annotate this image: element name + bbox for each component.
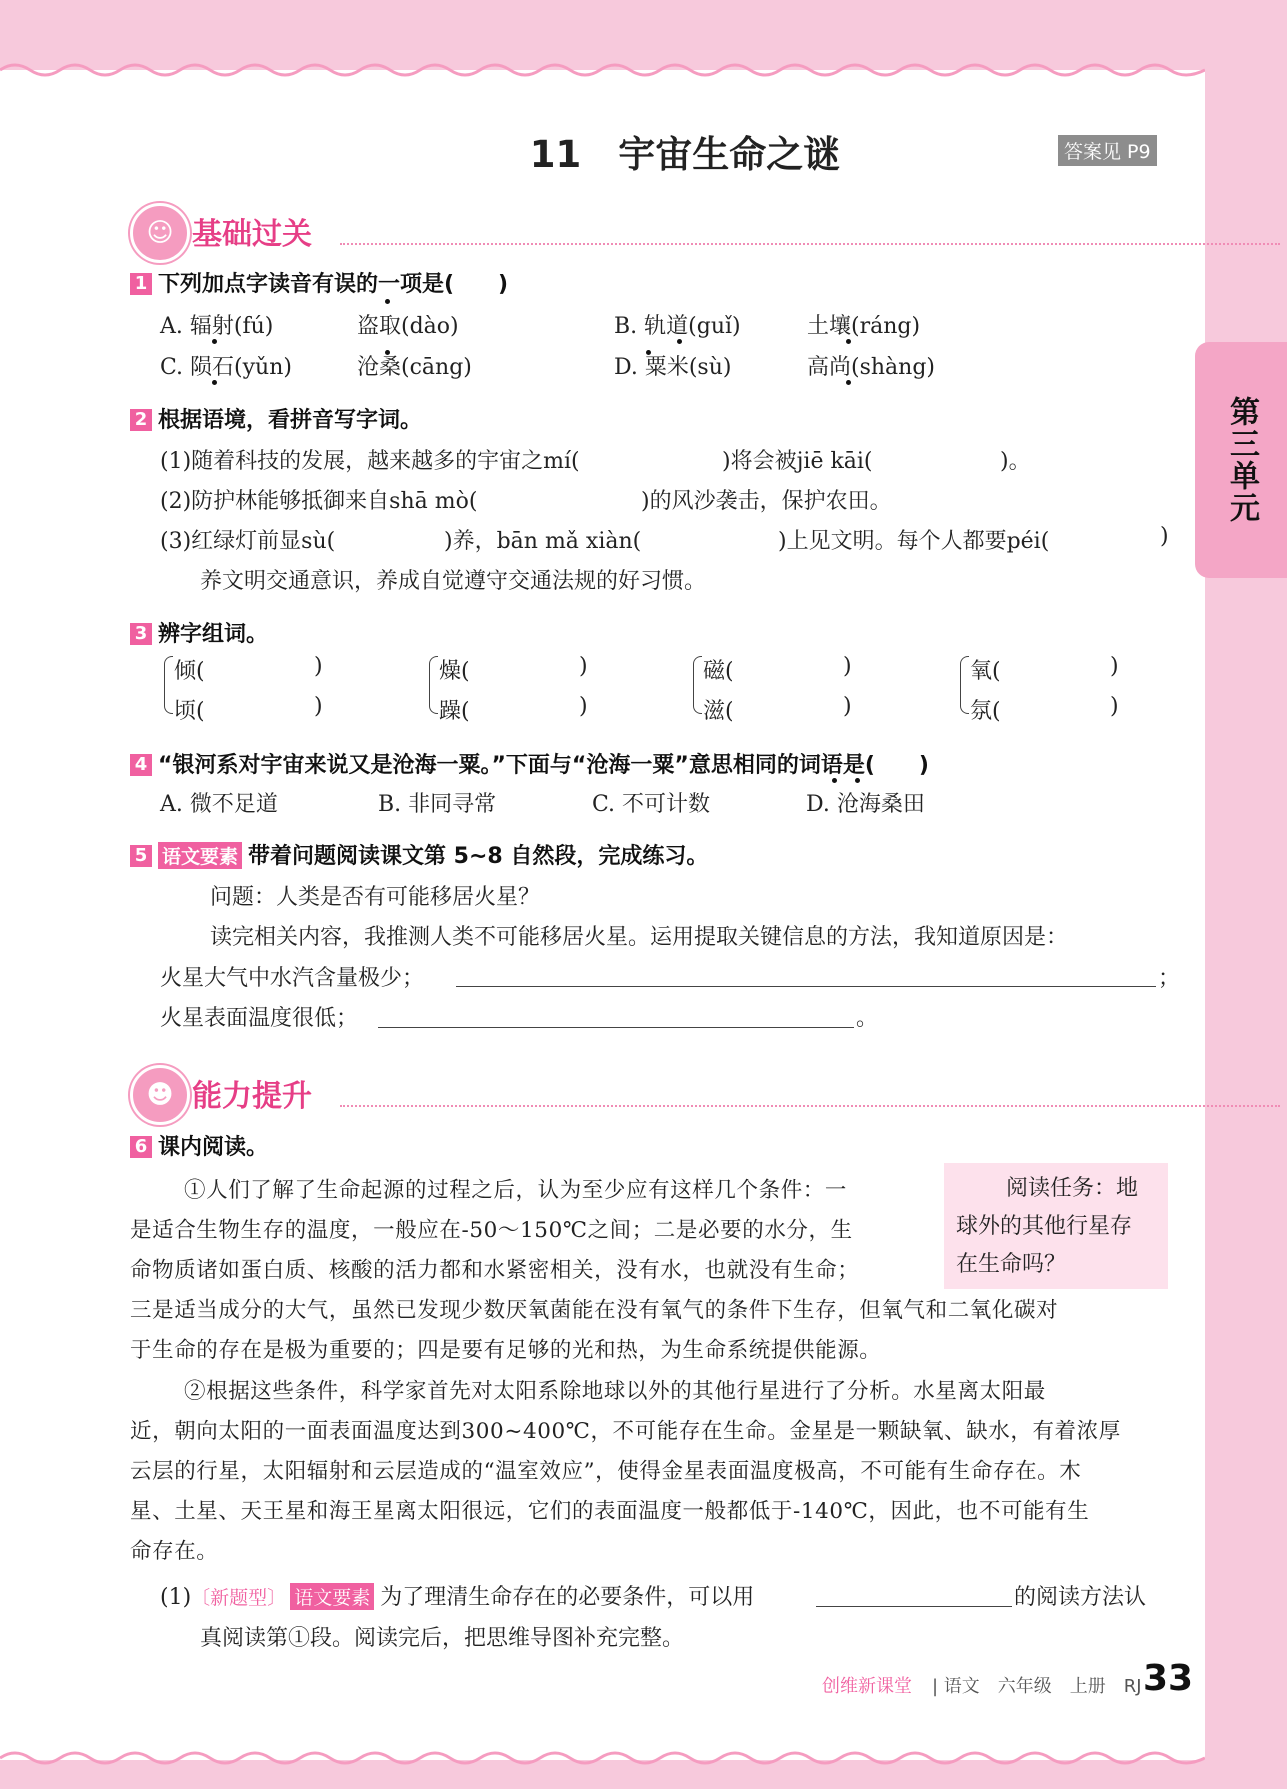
q3-close: ) <box>314 654 323 679</box>
question-4-stem <box>130 748 929 779</box>
wavy-bottom-border <box>0 1744 1205 1774</box>
emphasis-dot <box>846 339 851 344</box>
new-question-type-tag: 〔新题型〕 <box>191 1587 287 1609</box>
question-1-stem <box>130 267 508 298</box>
reading-task-line: 在生命吗？ <box>956 1252 1067 1277</box>
sub-question-text: 为了理清生命存在的必要条件，可以用 <box>380 1585 755 1610</box>
section-title: 能力提升 <box>192 1079 312 1114</box>
q3-close: ) <box>843 654 852 679</box>
section-header-basic <box>130 203 1170 265</box>
option-c-1: C. 陨石(yǔn) <box>160 355 292 380</box>
emphasis-dot <box>677 339 682 344</box>
section-divider <box>340 1105 1280 1107</box>
passage-line: ①人们了解了生命起源的过程之后，认为至少应有这样几个条件：一 <box>184 1178 848 1203</box>
emphasis-dot <box>855 778 860 783</box>
question-number: 1 <box>130 273 152 295</box>
q2-sentence-3b: )养，bān mǎ xiàn( <box>444 529 642 554</box>
q2-sentence-1b: )将会被jiē kāi( <box>722 449 873 474</box>
q3-close: ) <box>843 694 852 719</box>
emphasis-dot <box>212 339 217 344</box>
thinking-face-icon: ☻ <box>130 1065 190 1125</box>
chinese-element-tag: 语文要素 <box>290 1583 374 1610</box>
q2-sentence-3d: ) <box>1160 524 1169 549</box>
option-b-1: B. 轨道(guǐ) <box>614 314 741 339</box>
reading-task-box <box>944 1163 1168 1289</box>
brace <box>693 656 702 714</box>
question-text: 下列加点字读音有误的一项是( ) <box>158 272 509 297</box>
question-2-stem <box>130 403 422 434</box>
question-number: 2 <box>130 409 152 431</box>
question-6-stem <box>130 1130 268 1161</box>
q3-word-top: 氧( <box>970 659 1001 684</box>
emphasis-dot <box>846 380 851 385</box>
footer-brand: 创维新课堂 <box>822 1676 912 1697</box>
passage-line: 命存在。 <box>130 1539 219 1564</box>
q3-word-top: 倾( <box>174 659 205 684</box>
q3-close: ) <box>579 694 588 719</box>
question-text: 辨字组词。 <box>158 622 269 647</box>
brace <box>429 656 438 714</box>
question-number: 3 <box>130 623 152 645</box>
brace <box>960 656 969 714</box>
question-number: 6 <box>130 1136 152 1158</box>
q3-close: ) <box>1110 694 1119 719</box>
section-divider <box>340 243 1280 245</box>
q6-sub1-tail: 的阅读方法认 <box>1014 1585 1147 1610</box>
emphasis-dot <box>646 350 651 355</box>
q3-close: ) <box>1110 654 1119 679</box>
question-number: 5 <box>130 845 152 867</box>
passage-line: 近，朝向太阳的一面表面温度达到300~400℃，不可能存在生命。金星是一颗缺氧、缺水，有着浓厚 <box>130 1419 1121 1444</box>
page-number: 33 <box>1143 1658 1194 1699</box>
lesson-title: 11 宇宙生命之谜 <box>529 133 841 176</box>
q6-sub1 <box>160 1580 754 1611</box>
emphasis-dot <box>212 380 217 385</box>
passage-line: 三是适当成分的大气，虽然已发现少数厌氧菌能在没有氧气的条件下生存，但氧气和二氧化碳对 <box>130 1298 1059 1323</box>
q3-word-top: 燥( <box>439 659 470 684</box>
q3-close: ) <box>314 694 323 719</box>
option-a-1: A. 辐射(fú) <box>160 314 274 339</box>
emphasis-dot <box>385 299 390 304</box>
q3-word-bottom: 氛( <box>970 699 1001 724</box>
q2-sentence-3a: (3)红绿灯前显sù( <box>160 529 336 554</box>
passage-line: 云层的行星，太阳辐射和云层造成的“温室效应”，使得金星表面温度极高，不可能有生命存在。木 <box>130 1459 1082 1484</box>
q4-option-d: D. 沧海桑田 <box>806 792 925 817</box>
q5-line-1-label: 火星大气中水汽含量极少； <box>160 966 425 991</box>
q5-paragraph: 读完相关内容，我推测人类不可能移居火星。运用提取关键信息的方法，我知道原因是： <box>210 925 1069 950</box>
passage-line: 命物质诸如蛋白质、核酸的活力都和水紧密相关，没有水，也就没有生命； <box>130 1258 860 1283</box>
question-text: 课内阅读。 <box>158 1135 269 1160</box>
reading-task-line: 球外的其他行星存 <box>956 1214 1133 1239</box>
q2-sentence-1a: (1)随着科技的发展，越来越多的宇宙之mí( <box>160 449 580 474</box>
answer-reference-badge: 答案见 P9 <box>1058 135 1157 166</box>
wavy-top-border <box>0 56 1205 86</box>
reading-girl-icon: ☺ <box>130 203 190 263</box>
q5-question: 问题：人类是否有可能移居火星？ <box>210 885 541 910</box>
q3-close: ) <box>579 654 588 679</box>
q4-option-c: C. 不可计数 <box>592 792 711 817</box>
question-text: “银河系对宇宙来说又是沧海一粟。”下面与“沧海一粟”意思相同的词语是( ) <box>158 753 929 778</box>
passage-line: ②根据这些条件，科学家首先对太阳系除地球以外的其他行星进行了分析。水星离太阳最 <box>184 1379 1046 1404</box>
reading-task-line: 阅读任务：地 <box>1006 1176 1139 1201</box>
answer-line[interactable] <box>456 986 1156 987</box>
q3-word-bottom: 滋( <box>703 699 734 724</box>
option-d-2: 高尚(shàng) <box>807 355 935 380</box>
q2-sentence-3c: )上见文明。每个人都要péi( <box>778 529 1050 554</box>
answer-line[interactable] <box>816 1606 1012 1607</box>
chinese-element-tag: 语文要素 <box>158 842 242 869</box>
option-c-2: 沧桑(cāng) <box>357 355 472 380</box>
passage-line: 星、土星、天王星和海王星离太阳很远，它们的表面温度一般都低于-140℃，因此，也不可能有生 <box>130 1499 1090 1524</box>
question-5-stem <box>130 839 708 870</box>
passage-line: 是适合生物生存的温度，一般应在-50～150℃之间；二是必要的水分，生 <box>130 1218 853 1243</box>
q4-option-b: B. 非同寻常 <box>378 792 497 817</box>
question-text: 带着问题阅读课文第 5~8 自然段，完成练习。 <box>248 844 709 869</box>
answer-line[interactable] <box>378 1027 854 1028</box>
q2-sentence-1c: )。 <box>1000 449 1031 474</box>
section-title: 基础过关 <box>192 217 312 252</box>
q3-word-bottom: 顷( <box>174 699 205 724</box>
option-a-2: 盗取(dào) <box>357 314 459 339</box>
question-3-stem <box>130 617 268 648</box>
q6-sub1-cont: 真阅读第①段。阅读完后，把思维导图补充完整。 <box>200 1626 685 1651</box>
emphasis-dot <box>385 350 390 355</box>
footer-book-info: | 语文 六年级 上册 RJ <box>932 1676 1142 1697</box>
q2-sentence-3e: 养文明交通意识，养成自觉遵守交通法规的好习惯。 <box>200 569 707 594</box>
passage-line: 于生命的存在是极为重要的；四是要有足够的光和热，为生命系统提供能源。 <box>130 1338 882 1363</box>
q5-line-1-end: ； <box>1158 966 1181 991</box>
sub-question-prefix: (1) <box>160 1585 192 1610</box>
question-text: 根据语境，看拼音写字词。 <box>158 408 423 433</box>
q2-sentence-2b: )的风沙袭击，保护农田。 <box>641 489 892 514</box>
option-d-1: D. 粟米(sù) <box>614 355 732 380</box>
question-number: 4 <box>130 754 152 776</box>
section-header-ability <box>130 1065 1170 1127</box>
q2-sentence-2a: (2)防护林能够抵御来自shā mò( <box>160 489 478 514</box>
q5-line-2-label: 火星表面温度很低； <box>160 1006 359 1031</box>
q5-line-2-end: 。 <box>856 1006 879 1031</box>
option-b-2: 土壤(ráng) <box>807 314 921 339</box>
unit-side-tab-label: 第三单元 <box>1224 396 1259 524</box>
q4-option-a: A. 微不足道 <box>160 792 278 817</box>
unit-side-tab[interactable] <box>1195 342 1287 578</box>
q3-word-top: 磁( <box>703 659 734 684</box>
q3-word-bottom: 躁( <box>439 699 470 724</box>
brace <box>164 656 173 714</box>
emphasis-dot <box>832 778 837 783</box>
